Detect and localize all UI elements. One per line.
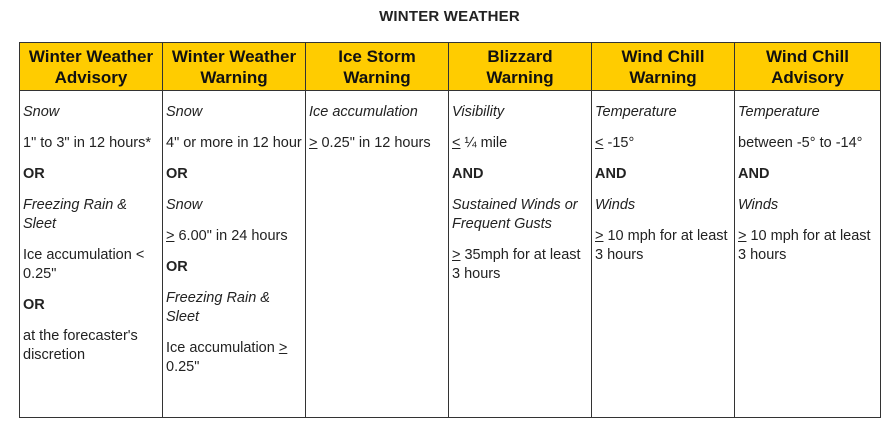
- criteria-line: at the forecaster's discretion: [23, 328, 138, 363]
- header-wind-chill-advisory: Wind Chill Advisory: [735, 43, 881, 91]
- winter-weather-table: [19, 42, 881, 418]
- criteria-line: Ice accumulation > 0.25": [166, 340, 288, 375]
- criteria-line: > 10 mph for at least 3 hours: [595, 228, 728, 263]
- header-ice-storm-warning: Ice Storm Warning: [306, 43, 449, 91]
- header-row: [20, 43, 881, 91]
- criteria-cell: [20, 91, 163, 418]
- criteria-line: Winds: [595, 197, 636, 213]
- criteria-line: Ice accumulation < 0.25": [23, 247, 145, 282]
- criteria-line: Snow: [166, 104, 203, 120]
- criteria-row: [20, 91, 881, 418]
- criteria-line: AND: [595, 166, 627, 182]
- criteria-line: > 0.25" in 12 hours: [309, 135, 431, 151]
- criteria-line: Freezing Rain & Sleet: [23, 197, 127, 232]
- criteria-line: > 35mph for at least 3 hours: [452, 247, 581, 282]
- criteria-line: Temperature: [595, 104, 677, 120]
- criteria-line: Snow: [166, 197, 203, 213]
- header-wind-chill-warning: Wind Chill Warning: [592, 43, 735, 91]
- criteria-line: < -15°: [595, 135, 635, 151]
- header-winter-weather-warning: Winter Weather Warning: [163, 43, 306, 91]
- criteria-cell: [592, 91, 735, 418]
- page-title: WINTER WEATHER: [379, 8, 520, 25]
- criteria-line: Winds: [738, 197, 779, 213]
- criteria-line: Snow: [23, 104, 60, 120]
- criteria-cell: [735, 91, 881, 418]
- criteria-line: OR: [23, 297, 45, 313]
- criteria-line: > 10 mph for at least 3 hours: [738, 228, 871, 263]
- criteria-line: OR: [166, 166, 188, 182]
- criteria-line: OR: [166, 259, 188, 275]
- criteria-line: 1" to 3" in 12 hours*: [23, 135, 151, 151]
- criteria-line: < ¼ mile: [452, 135, 508, 151]
- criteria-line: Visibility: [452, 104, 505, 120]
- criteria-line: 4" or more in 12 hour: [166, 135, 302, 151]
- criteria-line: Ice accumulation: [309, 104, 418, 120]
- criteria-line: OR: [23, 166, 45, 182]
- criteria-line: AND: [452, 166, 484, 182]
- criteria-cell: [163, 91, 306, 418]
- criteria-line: between -5° to -14°: [738, 135, 863, 151]
- criteria-line: Temperature: [738, 104, 820, 120]
- header-winter-weather-advisory: Winter Weather Advisory: [20, 43, 163, 91]
- criteria-line: Freezing Rain & Sleet: [166, 290, 270, 325]
- criteria-line: Sustained Winds or Frequent Gusts: [452, 197, 578, 232]
- criteria-line: > 6.00" in 24 hours: [166, 228, 288, 244]
- criteria-line: AND: [738, 166, 770, 182]
- criteria-cell: [449, 91, 592, 418]
- header-blizzard-warning: Blizzard Warning: [449, 43, 592, 91]
- criteria-cell: [306, 91, 449, 418]
